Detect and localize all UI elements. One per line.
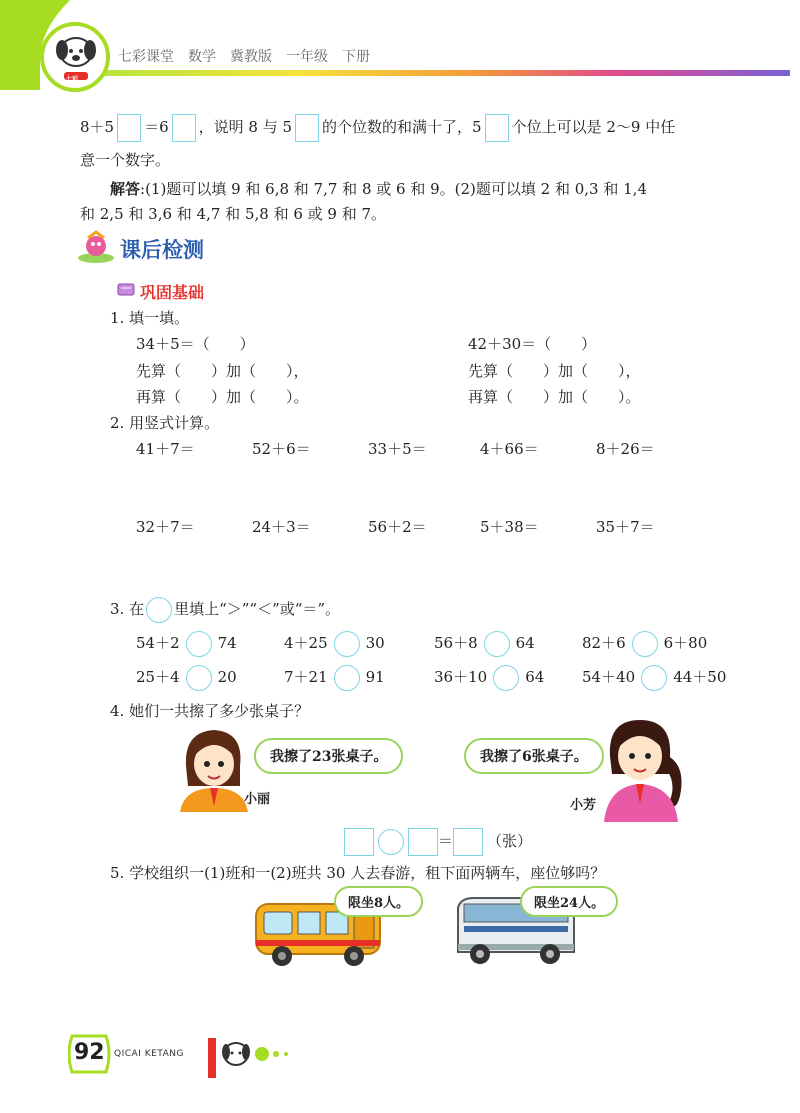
q3-left: 82＋6: [582, 634, 626, 652]
q2-item: 4＋66＝: [480, 440, 539, 458]
q3-right: 91: [365, 668, 385, 686]
intro-part: 的个位数的和满十了，5: [322, 118, 482, 136]
q2-item: 52＋6＝: [252, 440, 311, 458]
answer-box[interactable]: [117, 114, 141, 142]
q3-left: 36＋10: [434, 668, 488, 686]
answer-box[interactable]: [172, 114, 196, 142]
header-title: 七彩课堂 数学 冀教版 一年级 下册: [118, 49, 370, 65]
bus1-capacity: 限坐8人。: [334, 886, 423, 917]
answer-box[interactable]: [295, 114, 319, 142]
answer-box[interactable]: [453, 828, 483, 856]
bus2-capacity: 限坐24人。: [520, 886, 618, 917]
q3-item: [284, 664, 385, 691]
q2-item: 8＋26＝: [596, 440, 655, 458]
compare-circle[interactable]: [186, 665, 212, 691]
subsection-title: 巩固基础: [140, 283, 205, 302]
q3-title-before: 3. 在: [110, 600, 145, 618]
q1-left-line-3: 再算（ ）加（ ）。: [136, 388, 309, 406]
q3-right: 6＋80: [663, 634, 708, 652]
q2-item: 41＋7＝: [136, 440, 195, 458]
q1-right-line-3: 再算（ ）加（ ）。: [468, 388, 641, 406]
q1-left-line-2: 先算（ ）加（ ），: [136, 362, 309, 380]
q1-title: 1. 填一填。: [110, 309, 190, 327]
answer-box[interactable]: [344, 828, 374, 856]
q3-title-after: 里填上“＞”“＜”或“＝”。: [174, 600, 341, 618]
speech-bubble-bus2: [520, 886, 618, 917]
q2-item: 35＋7＝: [596, 518, 655, 536]
intro-part: 个位上可以是 2～9 中任: [511, 118, 676, 136]
q3-right: 20: [217, 668, 237, 686]
q3-item: [136, 630, 237, 657]
intro-part: ，说明 8 与 5: [198, 118, 293, 136]
q1-right-line-1: 42＋30＝（ ）: [468, 335, 597, 353]
q5-title: 5. 学校组织一(1)班和一(2)班共 30 人去春游，租下面两辆车，座位够吗？: [110, 864, 606, 882]
q2-item: 32＋7＝: [136, 518, 195, 536]
q3-item: [582, 664, 726, 691]
footer-brand: QICAI KETANG: [114, 1049, 184, 1059]
q3-left: 56＋8: [434, 634, 478, 652]
q2-item: 24＋3＝: [252, 518, 311, 536]
q3-right: 44＋50: [673, 668, 727, 686]
q3-left: 4＋25: [284, 634, 328, 652]
logo-text: 七彩: [66, 76, 79, 83]
answer-box[interactable]: [408, 828, 438, 856]
answer-text: :(1)题可以填 9 和 6,8 和 7,7 和 8 或 6 和 9。(2)题可以填 2 和 0,3 和 1,4: [140, 180, 647, 198]
speech-bubble-bus1: [334, 886, 423, 917]
bubble-text-left: 我擦了23张桌子。: [254, 738, 403, 774]
q2-item: 33＋5＝: [368, 440, 427, 458]
q2-title: 2. 用竖式计算。: [110, 414, 220, 432]
subsection-icon: [116, 281, 136, 297]
q2-item: 56＋2＝: [368, 518, 427, 536]
q3-item: [136, 664, 237, 691]
q3-right: 30: [365, 634, 385, 652]
compare-circle[interactable]: [334, 665, 360, 691]
unit-label: （张）: [487, 832, 533, 850]
answer-line-2: 和 2,5 和 3,6 和 4,7 和 5,8 和 6 或 9 和 7。: [80, 205, 387, 223]
intro-line-2: 意一个数字。: [80, 151, 171, 169]
page-number-badge: [68, 1034, 112, 1074]
bubble-text-right: 我擦了6张桌子。: [464, 738, 604, 774]
q3-left: 54＋2: [136, 634, 180, 652]
girl-right-illustration: [596, 716, 686, 822]
q3-item: [434, 630, 535, 657]
answer-label: 解答: [110, 180, 141, 198]
q3-right: 64: [525, 668, 545, 686]
q3-left: 54＋40: [582, 668, 636, 686]
girl-left-name: 小丽: [244, 792, 271, 807]
q4-title: 4. 她们一共擦了多少张桌子？: [110, 702, 310, 720]
compare-circle[interactable]: [632, 631, 658, 657]
q3-item: [284, 630, 385, 657]
compare-circle[interactable]: [334, 631, 360, 657]
header-band: [0, 0, 800, 90]
answer-line-1: [110, 178, 647, 199]
q3-title: [110, 596, 340, 623]
intro-line-1: [80, 112, 675, 142]
q3-left: 25＋4: [136, 668, 180, 686]
footer-mascot: [204, 1032, 294, 1082]
compare-circle[interactable]: [493, 665, 519, 691]
compare-circle[interactable]: [186, 631, 212, 657]
page-number: 92: [74, 1040, 105, 1065]
q2-item: 5＋38＝: [480, 518, 539, 536]
girl-right-name: 小芳: [570, 798, 597, 813]
speech-bubble-left: [254, 738, 403, 774]
q4-equation: [344, 827, 532, 856]
q1-left-line-1: 34＋5＝（ ）: [136, 335, 255, 353]
equals-sign: ＝: [438, 832, 454, 850]
speech-bubble-right: [464, 738, 604, 774]
compare-circle[interactable]: [484, 631, 510, 657]
answer-box[interactable]: [485, 114, 509, 142]
q3-right: 74: [217, 634, 237, 652]
q3-left: 7＋21: [284, 668, 328, 686]
q3-item: [434, 664, 544, 691]
logo: [40, 22, 110, 92]
intro-part: 8＋5: [80, 118, 115, 136]
operator-circle[interactable]: [378, 829, 404, 855]
section-title: 课后检测: [120, 238, 204, 262]
intro-part: ＝6: [144, 118, 169, 136]
q3-right: 64: [515, 634, 535, 652]
section-icon: [76, 230, 116, 264]
compare-circle[interactable]: [146, 597, 172, 623]
compare-circle[interactable]: [641, 665, 667, 691]
q3-item: [582, 630, 707, 657]
q1-right-line-2: 先算（ ）加（ ），: [468, 362, 641, 380]
